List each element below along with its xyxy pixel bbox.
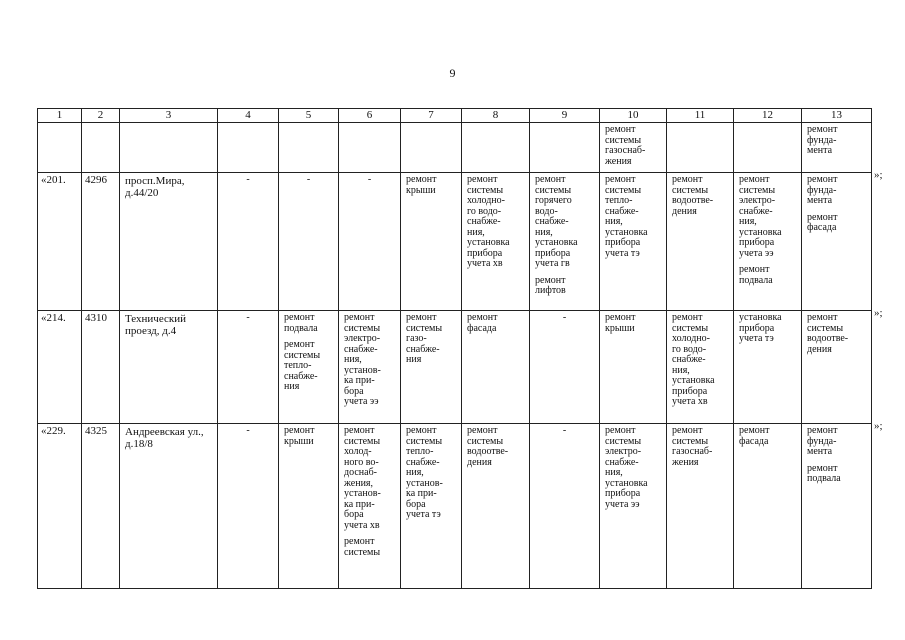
table-cell-col-11: [667, 311, 734, 424]
cell-entry: -: [246, 312, 250, 323]
header-row: [38, 109, 872, 123]
column-number-9: 9: [530, 109, 600, 123]
column-number-5: 5: [279, 109, 339, 123]
table-cell-col-6: [339, 424, 401, 589]
table-cell-col-3: [120, 311, 218, 424]
table-cell-col-1: [38, 173, 82, 311]
cell-entry: ремонт системы горячего водо- снабже- ния, установка прибора учета гв: [535, 174, 578, 269]
cell-entry: Технический проезд, д.4: [125, 313, 186, 337]
cell-entry: ремонт системы тепло- снабже- ния: [284, 339, 321, 392]
column-number-11: 11: [667, 109, 734, 123]
cell-entry: ремонт системы холод- ного во- доснаб- жения, установ- ка при- бора учета хв: [344, 425, 381, 531]
cell-entry: -: [367, 174, 372, 185]
column-number-7: 7: [401, 109, 462, 123]
cell-entry: просп.Мира, д.44/20: [125, 175, 185, 199]
table-row: [38, 173, 872, 311]
table-cell-col-1: [38, 123, 82, 173]
cell-entry: ремонт системы водоотве- дения: [672, 174, 714, 217]
cell-entry: -: [246, 425, 250, 436]
table-cell-col-2: [82, 424, 120, 589]
cell-entry: ремонт крыши: [406, 174, 437, 196]
cell-entry: ремонт крыши: [284, 425, 315, 447]
table-cell-col-6: [339, 123, 401, 173]
cell-entry: ремонт лифтов: [535, 274, 566, 296]
cell-entry: 4325: [85, 425, 107, 437]
cell-entry: ремонт системы электро- снабже- ния, установка прибора учета ээ: [605, 425, 648, 510]
table-row: [38, 311, 872, 424]
table-cell-col-7: [401, 123, 462, 173]
table-cell-col-9: [530, 173, 600, 311]
column-number-3: 3: [120, 109, 218, 123]
cell-entry: ремонт фасада: [739, 425, 770, 447]
cell-entry: ремонт подвала: [807, 462, 841, 484]
table-cell-col-10: [600, 123, 667, 173]
cell-entry: ремонт системы водоотве- дения: [807, 312, 849, 355]
table-cell-col-12: [734, 123, 802, 173]
cell-entry: -: [306, 174, 311, 185]
cell-entry: -: [562, 425, 567, 436]
table-cell-col-2: [82, 173, 120, 311]
table-cell-col-9: [530, 123, 600, 173]
table-cell-col-9: [530, 311, 600, 424]
column-number-12: 12: [734, 109, 802, 123]
cell-entry: -: [562, 312, 567, 323]
cell-entry: установка прибора учета тэ: [739, 312, 782, 344]
cell-entry: ремонт системы холодно- го водо- снабже- ния, установка прибора учета хв: [467, 174, 510, 269]
table-cell-col-4: [218, 424, 279, 589]
table-cell-col-1: [38, 311, 82, 424]
table-cell-col-5: [279, 424, 339, 589]
table-cell-col-2: [82, 123, 120, 173]
cell-entry: ремонт системы тепло- снабже- ния, установ- ка при- бора учета тэ: [406, 425, 443, 520]
table-cell-col-6: [339, 173, 401, 311]
table-row: [38, 424, 872, 589]
cell-entry: 4296: [85, 174, 107, 186]
repair-schedule-table: [37, 108, 872, 589]
cell-entry: «214.: [41, 312, 66, 324]
column-number-13: 13: [802, 109, 872, 123]
table-cell-col-10: [600, 424, 667, 589]
table-cell-col-6: [339, 311, 401, 424]
cell-entry: ремонт подвала: [284, 312, 318, 334]
table-cell-col-12: [734, 424, 802, 589]
cell-entry: ремонт фасада: [807, 211, 838, 233]
cell-entry: 4310: [85, 312, 107, 324]
cell-entry: ремонт фасада: [467, 312, 498, 334]
table-cell-col-11: [667, 424, 734, 589]
column-number-4: 4: [218, 109, 279, 123]
table-cell-col-5: [279, 311, 339, 424]
column-number-10: 10: [600, 109, 667, 123]
cell-entry: ремонт фунда- мента: [807, 174, 838, 206]
row-end-mark: »;: [874, 307, 883, 319]
table-cell-col-4: [218, 311, 279, 424]
table-cell-col-10: [600, 311, 667, 424]
table-cell-col-2: [82, 311, 120, 424]
cell-entry: ремонт фунда- мента: [807, 124, 838, 156]
cell-entry: ремонт системы электро- снабже- ния, установ- ка при- бора учета ээ: [344, 312, 381, 407]
cell-entry: ремонт системы водоотве- дения: [467, 425, 509, 468]
column-number-6: 6: [339, 109, 401, 123]
table-cell-col-8: [462, 173, 530, 311]
table-cell-col-10: [600, 173, 667, 311]
table-cell-col-7: [401, 173, 462, 311]
page-number: 9: [449, 66, 456, 80]
cell-entry: ремонт подвала: [739, 264, 773, 286]
cell-entry: ремонт системы холодно- го водо- снабже- ния, установка прибора учета хв: [672, 312, 715, 407]
table-cell-col-8: [462, 123, 530, 173]
cell-entry: ремонт системы тепло- снабже- ния, установка прибора учета тэ: [605, 174, 648, 259]
table-cell-col-3: [120, 173, 218, 311]
table-cell-col-4: [218, 173, 279, 311]
table-cell-col-11: [667, 173, 734, 311]
table-cell-col-7: [401, 311, 462, 424]
table-cell-col-11: [667, 123, 734, 173]
cell-entry: ремонт системы газоснаб- жения: [605, 124, 646, 167]
cell-entry: ремонт крыши: [605, 312, 636, 334]
table-cell-col-12: [734, 311, 802, 424]
table-cell-col-5: [279, 123, 339, 173]
cell-entry: Андреевская ул., д.18/8: [125, 426, 204, 450]
table-cell-col-1: [38, 424, 82, 589]
table-cell-col-13: [802, 424, 872, 589]
table-cell-col-13: [802, 173, 872, 311]
cell-entry: -: [246, 174, 250, 185]
table-cell-col-5: [279, 173, 339, 311]
table-cell-col-3: [120, 123, 218, 173]
table-cell-col-13: [802, 123, 872, 173]
cell-entry: ремонт фунда- мента: [807, 425, 838, 457]
cell-entry: ремонт системы газо- снабже- ния: [406, 312, 443, 365]
column-number-2: 2: [82, 109, 120, 123]
table-cell-col-3: [120, 424, 218, 589]
row-end-mark: »;: [874, 420, 883, 432]
cell-entry: «201.: [41, 174, 66, 186]
table-cell-col-9: [530, 424, 600, 589]
cell-entry: «229.: [41, 425, 66, 437]
cell-entry: ремонт системы газоснаб- жения: [672, 425, 713, 468]
cell-entry: ремонт системы электро- снабже- ния, установка прибора учета ээ: [739, 174, 782, 259]
table-row: [38, 123, 872, 173]
cell-entry: ремонт системы: [344, 536, 381, 558]
table-cell-col-4: [218, 123, 279, 173]
column-number-8: 8: [462, 109, 530, 123]
table-cell-col-7: [401, 424, 462, 589]
table-cell-col-8: [462, 311, 530, 424]
table-cell-col-8: [462, 424, 530, 589]
column-number-1: 1: [38, 109, 82, 123]
row-end-mark: »;: [874, 169, 883, 181]
table-cell-col-13: [802, 311, 872, 424]
table-cell-col-12: [734, 173, 802, 311]
